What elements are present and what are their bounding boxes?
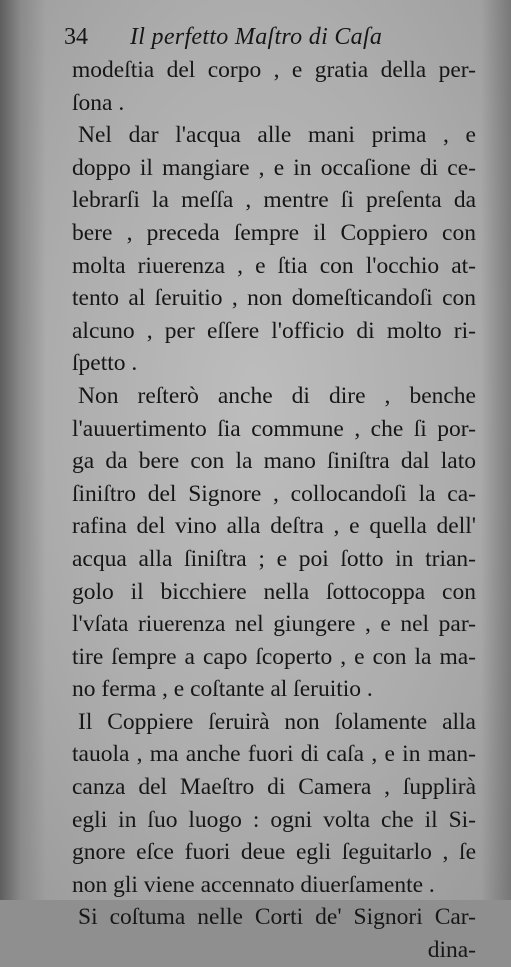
text-line: no ferma , e coſtante al ſeruitio . xyxy=(72,676,373,703)
running-head xyxy=(64,22,484,52)
text-line: l'vſata riuerenza nel giungere , e nel par- xyxy=(72,611,476,638)
text-line: molta riuerenza , e ſtia con l'occhio at- xyxy=(72,252,476,279)
page-number: 34 xyxy=(64,24,88,50)
paragraph-first-line: Si coſtuma nelle Corti de' Signori Car- xyxy=(78,904,476,931)
text-line: tire ſempre a capo ſcoperto , e con la ma- xyxy=(72,643,476,670)
catchword: dina- xyxy=(427,937,476,964)
text-line: l'auuertimento ſia commune , che ſi por- xyxy=(72,415,476,442)
text-line: modeſtia del corpo , e gratia della per- xyxy=(72,57,476,83)
text-line: tento al ſeruitio , non domeſticandoſi con xyxy=(72,285,476,312)
text-line: rafina del vino alla deſtra , e quella dell' xyxy=(72,513,476,540)
running-title: Il perfetto Maſtro di Caſa xyxy=(130,24,383,50)
paragraph-first-line: Nel dar l'acqua alle mani prima , e xyxy=(78,122,476,149)
text-line: doppo il mangiare , e in occaſione di ce- xyxy=(72,154,476,181)
text-line: ſiniſtro del Signore , collocandoſi la ca- xyxy=(72,480,476,507)
text-line: ga da bere con la mano ſiniſtra dal lato xyxy=(72,448,476,475)
text-line: egli in ſuo luogo : ogni volta che il Si- xyxy=(72,806,476,833)
text-line: canza del Maeſtro di Camera , ſupplirà xyxy=(72,774,476,801)
text-line: tauola , ma anche fuori di caſa , e in man- xyxy=(72,741,476,768)
text-line: golo il bicchiere nella ſottocoppa con xyxy=(72,578,476,605)
text-line: non gli viene accennato diuerſamente . xyxy=(72,871,435,898)
text-line: ſona . xyxy=(72,89,125,116)
body-text xyxy=(72,54,476,967)
paragraph-first-line: Non reſterò anche di dire , benche xyxy=(78,382,476,409)
text-line: ſpetto . xyxy=(72,350,138,377)
text-line: acqua alla ſiniſtra ; e poi ſotto in trian- xyxy=(72,545,476,572)
text-line: gnore eſce fuori deue egli ſeguitarlo , ſe xyxy=(72,839,476,866)
text-line: lebrarſi la meſſa , mentre ſi preſenta da xyxy=(72,187,476,214)
text-line: bere , preceda ſempre il Coppiero con xyxy=(72,219,476,246)
text-line: alcuno , per eſſere l'officio di molto ri- xyxy=(72,317,476,344)
paragraph-first-line: Il Coppiere ſeruirà non ſolamente alla xyxy=(78,708,476,735)
